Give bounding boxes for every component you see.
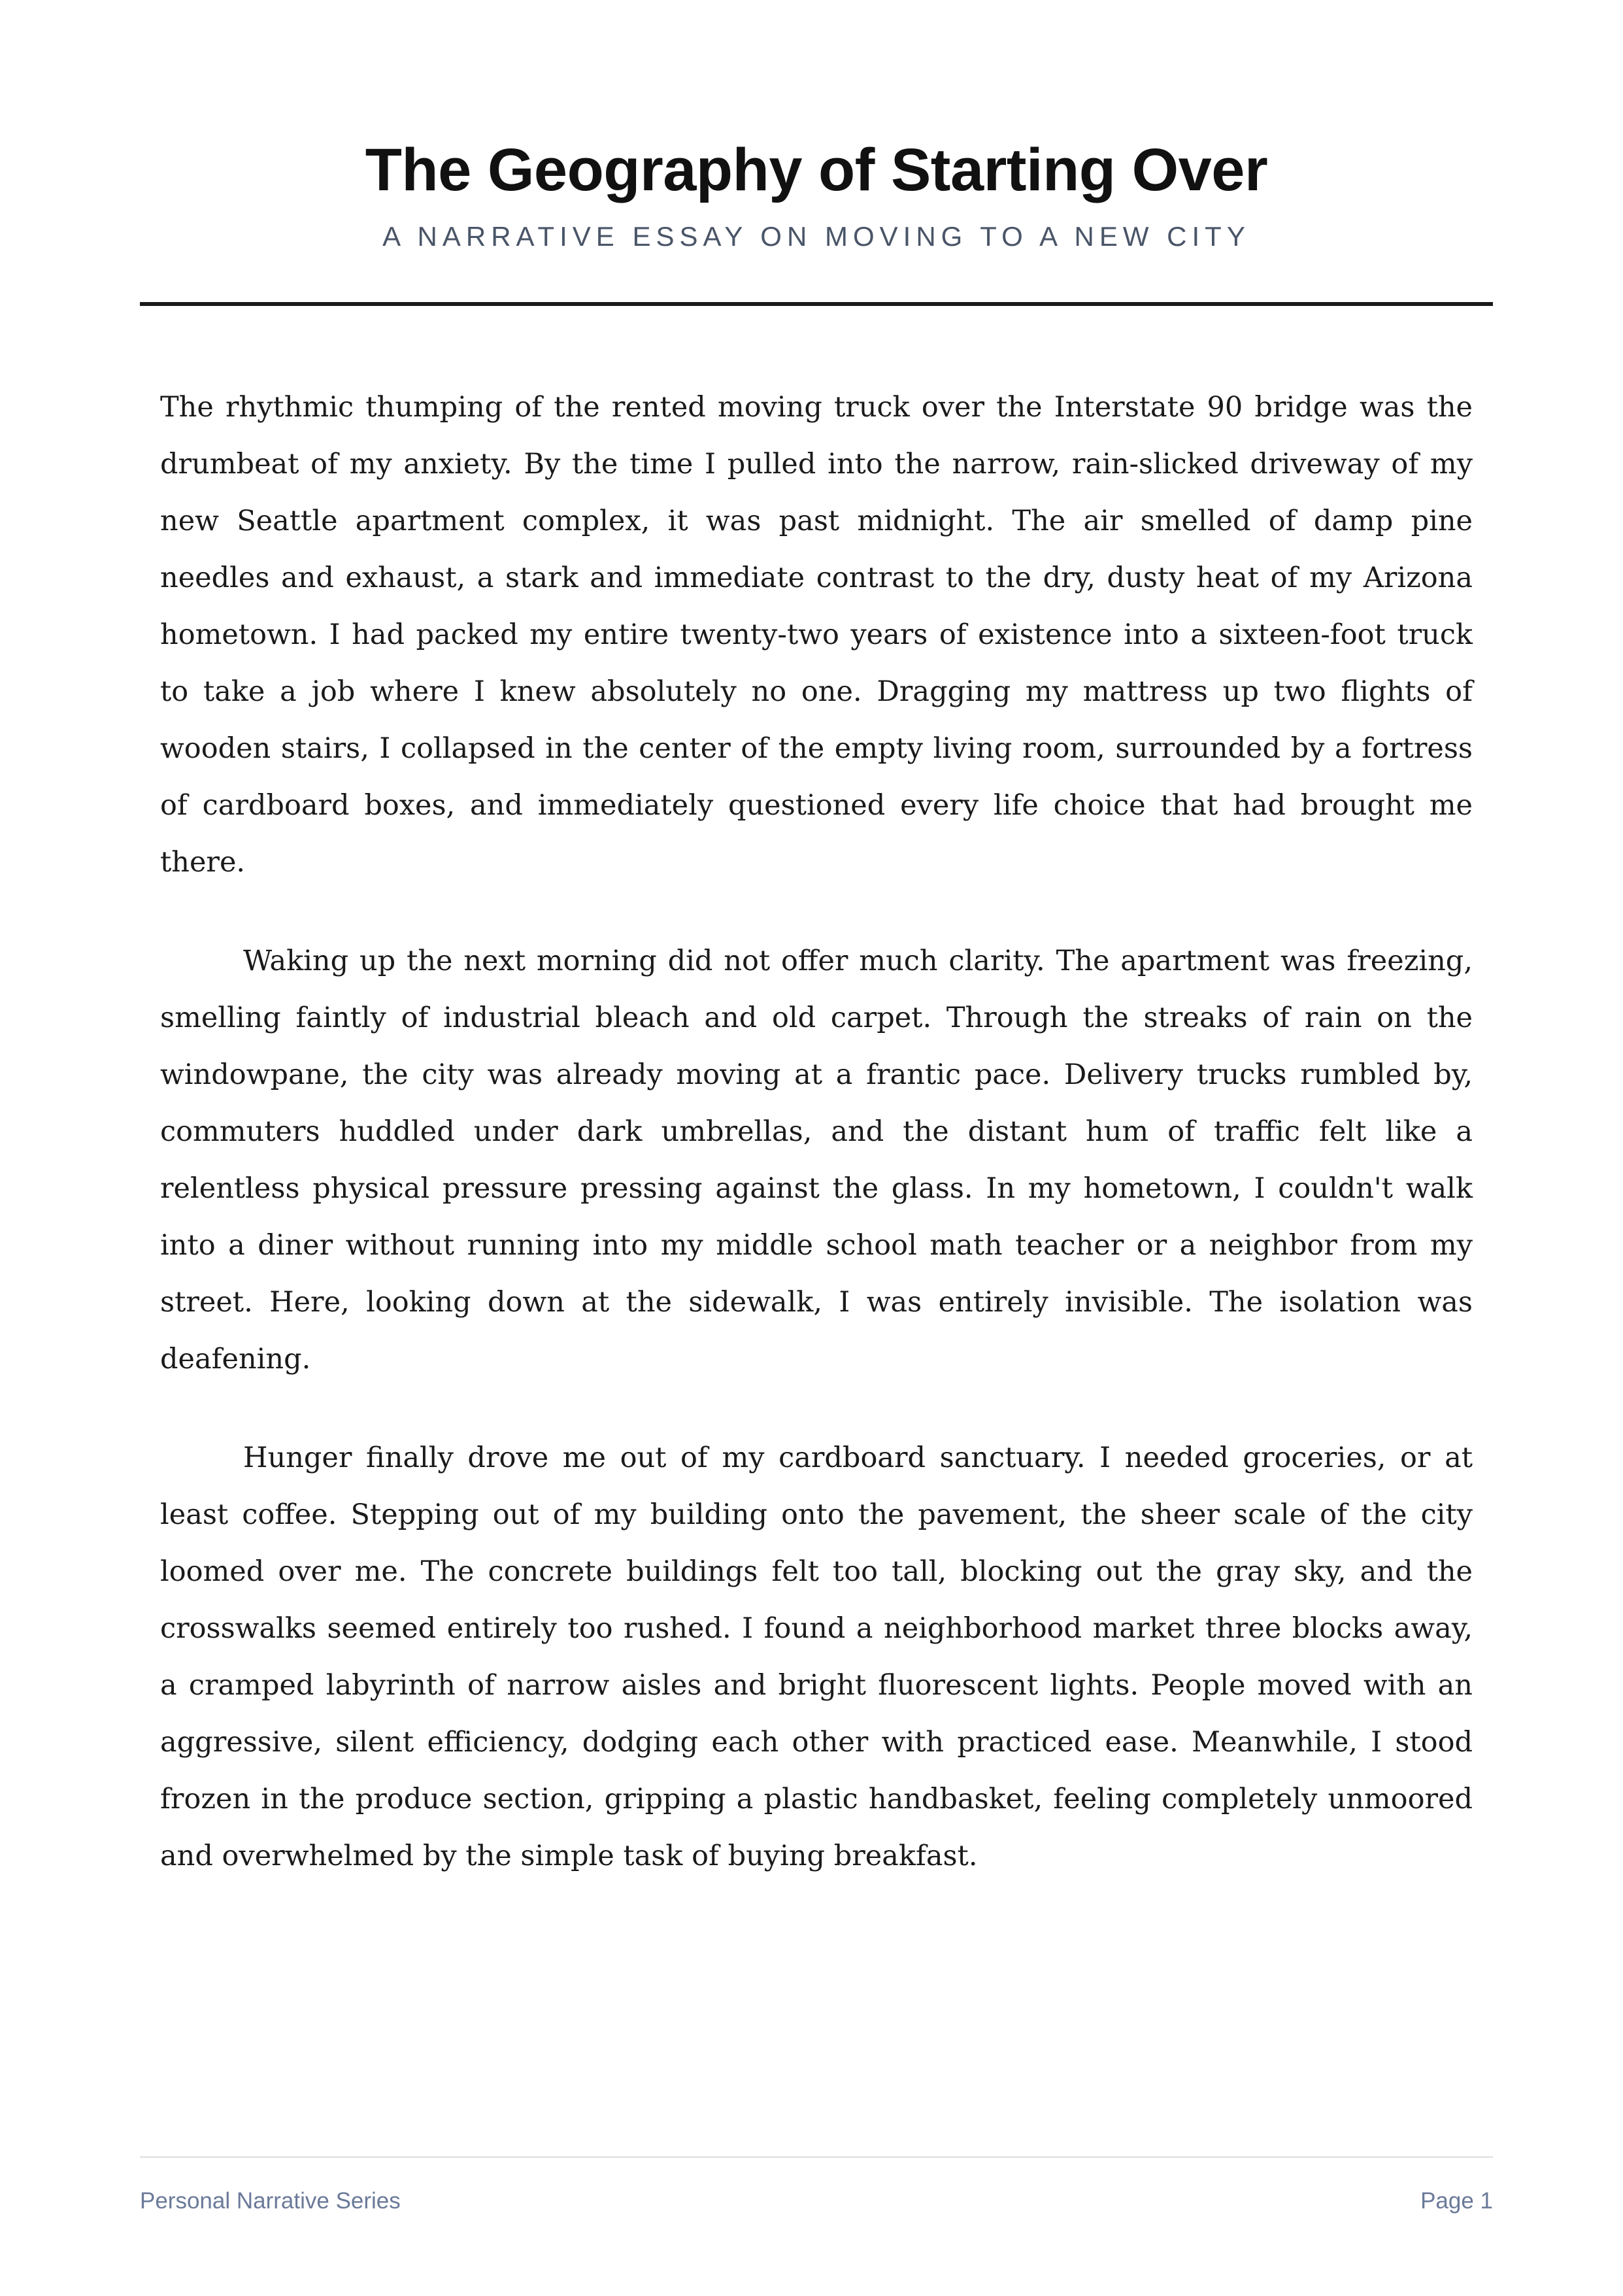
essay-body bbox=[160, 379, 1473, 1927]
document-title: The Geography of Starting Over bbox=[365, 137, 1268, 203]
paragraph-1: The rhythmic thumping of the rented moving truck over the Interstate 90 bridge was the drumbeat of my anxiety. By the time I pulled into the narrow, rain-slicked driveway of my new Seattle apartment complex, it was past midnight. The air smelled of damp pine needles and exhaust, a stark and immediate contrast to the dry, dusty heat of my Arizona hometown. I had packed my entire twenty-two years of existence into a sixteen-foot truck to take a job where I knew absolutely no one. Dragging my mattress up two flights of wooden stairs, I collapsed in the center of the empty living room, surrounded by a fortress of cardboard boxes, and immediately questioned every life choice that had brought me there. bbox=[160, 391, 1473, 879]
header-divider bbox=[140, 302, 1493, 306]
paragraph-2: Waking up the next morning did not offer much clarity. The apartment was freezing, smelling faintly of industrial bleach and old carpet. Through the streaks of rain on the windowpane, the city was already moving at a frantic pace. Delivery trucks rumbled by, commuters huddled under dark umbrellas, and the distant hum of traffic felt like a relentless physical pressure pressing against the glass. In my hometown, I couldn't walk into a diner without running into my middle school math teacher or a neighbor from my street. Here, looking down at the sidewalk, I was entirely invisible. The isolation was deafening. bbox=[160, 945, 1473, 1376]
document-header bbox=[140, 134, 1493, 253]
footer-series-label: Personal Narrative Series bbox=[140, 2188, 401, 2214]
footer-divider bbox=[140, 2156, 1493, 2158]
page-number: Page 1 bbox=[1420, 2188, 1493, 2214]
document-subtitle: A NARRATIVE ESSAY ON MOVING TO A NEW CITY bbox=[382, 221, 1250, 252]
paragraph-3: Hunger finally drove me out of my cardboard sanctuary. I needed groceries, or at least coffee. Stepping out of my building onto the pavement, the sheer scale of the city loomed over me. The concrete buildings felt too tall, blocking out the gray sky, and the crosswalks seemed entirely too rushed. I found a neighborhood market three blocks away, a cramped labyrinth of narrow aisles and bright fluorescent lights. People moved with an aggressive, silent efficiency, dodging each other with practiced ease. Meanwhile, I stood frozen in the produce section, gripping a plastic handbasket, feeling completely unmoored and overwhelmed by the simple task of buying breakfast. bbox=[160, 1442, 1473, 1872]
